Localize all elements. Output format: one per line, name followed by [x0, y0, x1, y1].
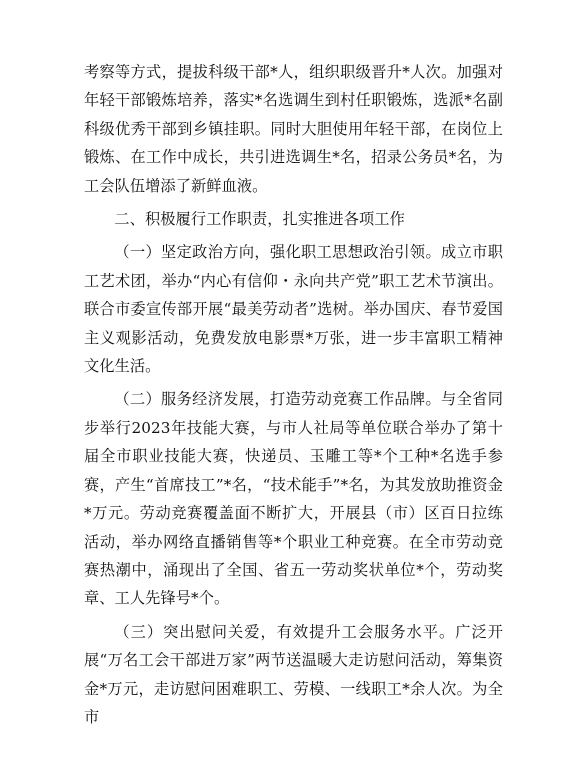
paragraph-cadre-training: 考察等方式，提拔科级干部*人，组织职级晋升*人次。加强对年轻干部锻炼培养，落实*名选调生到村任职锻炼，选派*名副科级优秀干部到乡镇挂职。同时大胆使用年轻干部，在岗位上锻炼、在工作中成长，共引进选调生*名，招录公务员*名，为工会队伍增添了新鲜血液。 [84, 63, 503, 195]
paragraph-care-visits: （三）突出慰问关爱，有效提升工会服务水平。广泛开展“万名工会干部进万家”两节送温暖大走访慰问活动，筹集资金*万元，走访慰问困难职工、劳模、一线职工*余人次。为全市 [84, 622, 503, 726]
paragraph-labor-competition: （二）服务经济发展，打造劳动竞赛工作品牌。与全省同步举行2023年技能大赛，与市人社局等单位联合举办了第十届全市职业技能大赛，快递员、玉雕工等*个工种*名选手参赛，产生“首席技工”*名，“技术能手”*名，为其发放助推资金*万元。劳动竞赛覆盖面不断扩大，开展县（市）区百日拉练活动，举办网络直播销售等*个职业工种竞赛。在全市劳动竞赛热潮中，涌现出了全国、省五一劳动奖状单位*个，劳动奖章、工人先锋号*个。 [84, 390, 503, 608]
section-heading-duties: 二、积极履行工作职责，扎实推进各项工作 [114, 210, 405, 229]
paragraph-political-guidance: （一）坚定政治方向，强化职工思想政治引领。成立市职工艺术团，举办“内心有信仰・永向共产党”职工艺术节演出。联合市委宣传部开展“最美劳动者”选树。举办国庆、春节爱国主义观影活动，免费发放电影票*万张，进一步丰富职工精神文化生活。 [84, 243, 503, 376]
document-body [84, 58, 503, 736]
